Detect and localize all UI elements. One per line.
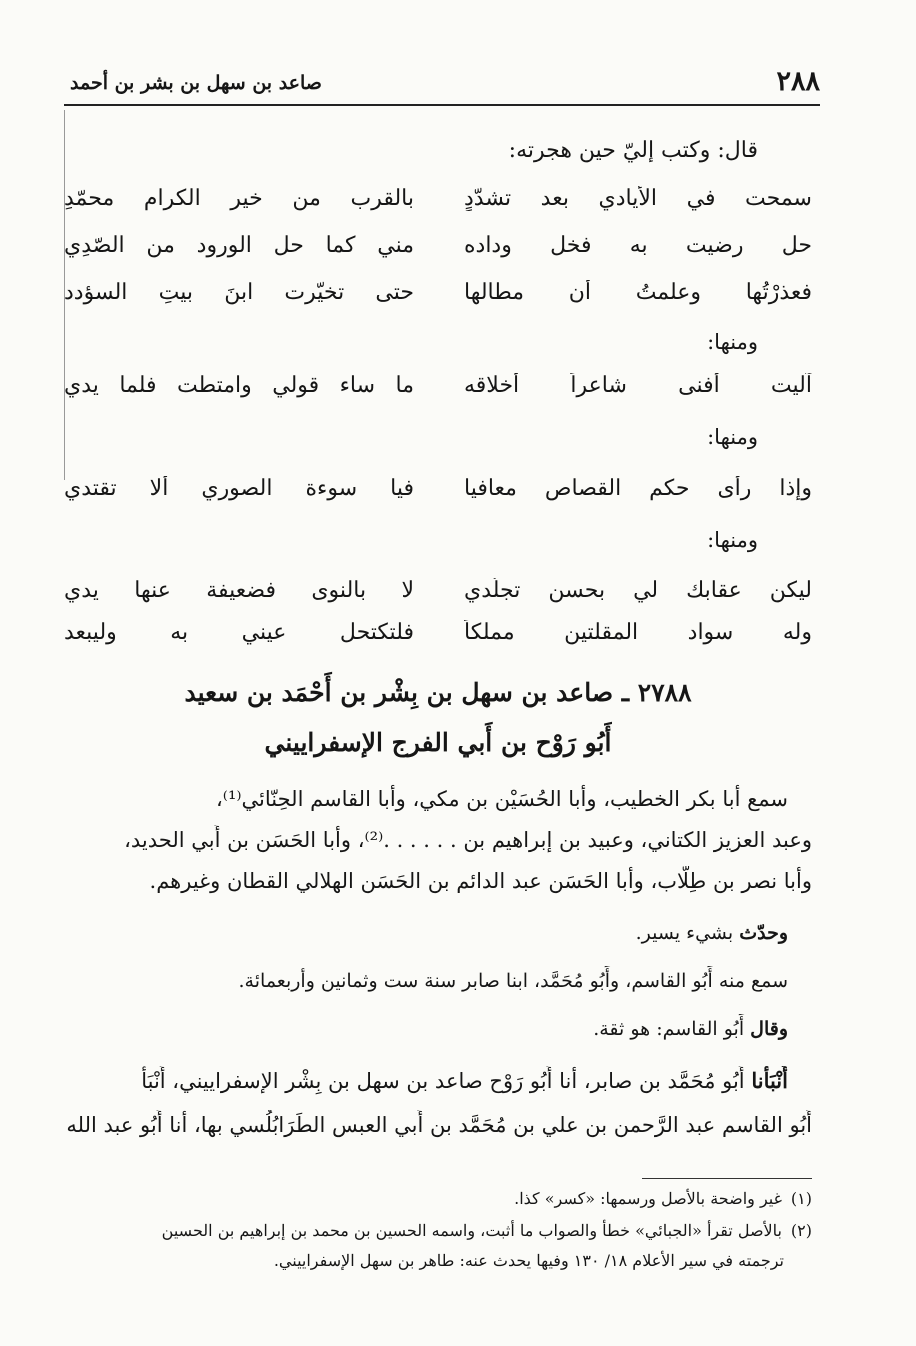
footnote-text: بالأصل تقرأ «الجبائي» خطأ والصواب ما أثبت، واسمه الحسين بن محمد بن إبراهيم بن الحسين [161, 1221, 782, 1240]
footnote [64, 1218, 812, 1244]
body-line: سمع أبا بكر الخطيب، وأبا الحُسَيْن بن مكي، وأبا القاسم الحِنّائي⁽¹⁾، [216, 787, 788, 811]
entry-title: ٢٧٨٨ ـ صاعد بن سهل بن بِشْر بن أَحْمَد بن سعيد [184, 678, 692, 707]
body-line [64, 918, 788, 948]
verse-line [64, 233, 812, 279]
verse-first-hemistich: حل رضيت به فخل وداده [464, 233, 812, 258]
verse-first-hemistich: ليكن عقابك لي بحسن تجلّدي [464, 578, 812, 603]
verse-line [64, 578, 812, 624]
body-line [64, 1066, 788, 1096]
verse-first-hemistich: وله سواد المقلتين مملكاً [464, 620, 812, 645]
entry-subtitle: أَبُو رَوْح بن أَبي الفرج الإسفراييني [264, 728, 612, 757]
verse-line [64, 186, 812, 232]
minha-label: ومنها: [707, 528, 758, 552]
body-line [64, 1014, 788, 1044]
body-line: وعبد العزيز الكتاني، وعبيد بن إبراهيم بن . . . . . .⁽²⁾، وأبا الحَسَن بن أَبي الحديد، [124, 828, 812, 852]
verse-line [64, 620, 812, 666]
header-rule [64, 104, 820, 106]
verse-second-hemistich: بالقرب من خير الكرام محمّدِ [64, 186, 414, 211]
footnote-rule [642, 1178, 812, 1179]
minha-label: ومنها: [707, 425, 758, 449]
verse-second-hemistich: حتى تخيّرت ابنَ بيتِ السؤدد [64, 280, 414, 305]
running-header-title: صاعد بن سهل بن بشر بن أحمد [70, 72, 322, 94]
verse-line [64, 280, 812, 326]
verse-second-hemistich: مني كما حل الورود من الصّدِي [64, 233, 414, 258]
bold-keyword: أَنْبَأنا [751, 1068, 788, 1093]
verse-second-hemistich: ما ساء قولي وامتطت فلما يدي [64, 373, 414, 398]
bold-keyword: وحدّث [739, 922, 788, 944]
footnote-continuation: ترجمته في سير الأعلام ١٨/ ١٣٠ وفيها يحدث عنه: طاهر بن سهل الإسفراييني. [273, 1251, 784, 1270]
bold-keyword: وقال [750, 1018, 788, 1040]
verse-line [64, 373, 812, 419]
body-text: بشيء يسير. [635, 922, 740, 944]
verse-first-hemistich: فعذرْتُها وعلمتُ أن مطالها [464, 280, 812, 305]
page-number: ٢٨٨ [776, 66, 820, 97]
verse-second-hemistich: لا بالنوى فضعيفة عنها يدي [64, 578, 414, 603]
body-text: أَبُو مُحَمَّد بن صابر، أنا أَبُو رَوْح صاعد بن سهل بن بِشْر الإسفراييني، أَنْبَأ [141, 1069, 752, 1093]
body-line: سمع منه أَبُو القاسم، وأَبُو مُحَمَّد، ابنا صابر سنة ست وثمانين وأربعمائة. [238, 970, 788, 992]
footnote [64, 1186, 812, 1212]
footnote-number: (١) [790, 1189, 812, 1208]
verse-first-hemistich: سمحت في الأيادي بعد تشدّدٍ [464, 186, 812, 211]
body-text: أَبُو القاسم: هو ثقة. [593, 1018, 751, 1040]
body-line: أَبُو القاسم عبد الرَّحمن بن علي بن مُحَمَّد بن أَبي العبس الطَرَابُلُسي بها، أنا أَبُو عبد الله [66, 1113, 812, 1137]
verse-line [64, 476, 812, 522]
verse-first-hemistich: وإذا رأى حكم القصاص معافيا [464, 476, 812, 501]
footnote-text: غير واضحة بالأصل ورسمها: «كسر» كذا. [514, 1189, 782, 1208]
verse-second-hemistich: فيا سوءة الصوري ألا تقتدي [64, 476, 414, 501]
body-line: وأبا نصر بن طِلّاب، وأبا الحَسَن عبد الدائم بن الحَسَن الهلالي القطان وغيرهم. [149, 869, 812, 893]
verse-second-hemistich: فلتكتحل عيني به وليبعد [64, 620, 414, 645]
verse-first-hemistich: آليت أفنى شاعراً أخلاقه [464, 373, 812, 398]
footnote-number: (٢) [790, 1221, 812, 1240]
poem-intro: قال: وكتب إليّ حين هجرته: [508, 138, 758, 163]
minha-label: ومنها: [707, 330, 758, 354]
